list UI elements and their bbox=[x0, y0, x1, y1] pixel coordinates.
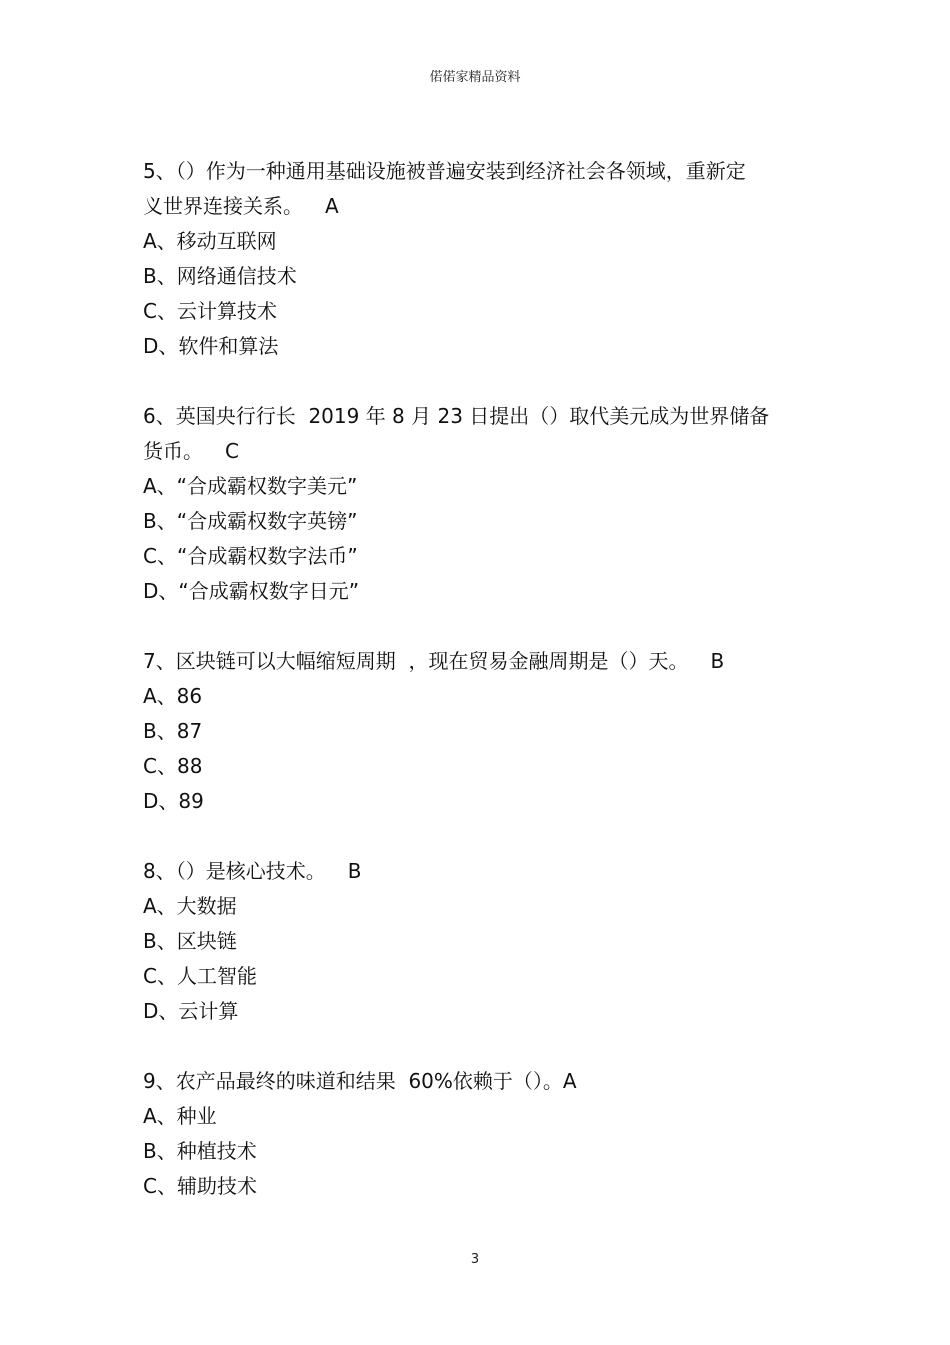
option-b: B、网络通信技术 bbox=[143, 264, 297, 288]
document-body bbox=[143, 154, 803, 1239]
option-d: D、软件和算法 bbox=[143, 334, 279, 358]
question-7 bbox=[143, 644, 803, 819]
option-c: C、云计算技术 bbox=[143, 299, 277, 323]
answer-key: B bbox=[710, 649, 725, 673]
option-b: B、87 bbox=[143, 719, 203, 743]
option-a: A、“合成霸权数字美元” bbox=[143, 474, 358, 498]
answer-key: B bbox=[347, 859, 362, 883]
answer-key: A bbox=[325, 194, 339, 218]
option-a: A、移动互联网 bbox=[143, 229, 277, 253]
option-c: C、辅助技术 bbox=[143, 1174, 257, 1198]
question-8 bbox=[143, 854, 803, 1029]
option-c: C、88 bbox=[143, 754, 203, 778]
question-text-line-with-answer bbox=[143, 189, 803, 224]
option-d: D、89 bbox=[143, 789, 204, 813]
question-text-line: 货币。 bbox=[143, 439, 203, 463]
option-d: D、云计算 bbox=[143, 999, 239, 1023]
question-text-line-with-answer bbox=[143, 1064, 803, 1099]
question-9 bbox=[143, 1064, 803, 1204]
question-text-line: 义世界连接关系。 bbox=[143, 194, 303, 218]
question-text-line: 5、（）作为一种通用基础设施被普遍安装到经济社会各领域，重新定 bbox=[143, 159, 746, 183]
question-text-line: 6、英国央行行长 2019 年 8 月 23 日提出（）取代美元成为世界储备 bbox=[143, 404, 770, 428]
option-a: A、种业 bbox=[143, 1104, 217, 1128]
question-5 bbox=[143, 154, 803, 364]
option-b: B、“合成霸权数字英镑” bbox=[143, 509, 358, 533]
question-text-line-with-answer bbox=[143, 644, 803, 679]
answer-key: A bbox=[562, 1069, 577, 1093]
option-c: C、人工智能 bbox=[143, 964, 257, 988]
answer-key: C bbox=[225, 439, 239, 463]
option-b: B、区块链 bbox=[143, 929, 237, 953]
option-b: B、种植技术 bbox=[143, 1139, 257, 1163]
page-header: 偌偌家精品资料 bbox=[429, 70, 521, 85]
option-c: C、“合成霸权数字法币” bbox=[143, 544, 358, 568]
option-d: D、“合成霸权数字日元” bbox=[143, 579, 360, 603]
question-text-line-with-answer bbox=[143, 434, 803, 469]
question-text-line: 9、农产品最终的味道和结果 60%依赖于（）。 bbox=[143, 1069, 563, 1093]
question-6 bbox=[143, 399, 803, 609]
page-number: 3 bbox=[470, 1252, 480, 1267]
option-a: A、大数据 bbox=[143, 894, 237, 918]
question-text-line-with-answer bbox=[143, 854, 803, 889]
option-a: A、86 bbox=[143, 684, 203, 708]
question-text-line: 7、区块链可以大幅缩短周期 ，现在贸易金融周期是（）天。 bbox=[143, 649, 689, 673]
question-text-line: 8、（）是核心技术。 bbox=[143, 859, 326, 883]
